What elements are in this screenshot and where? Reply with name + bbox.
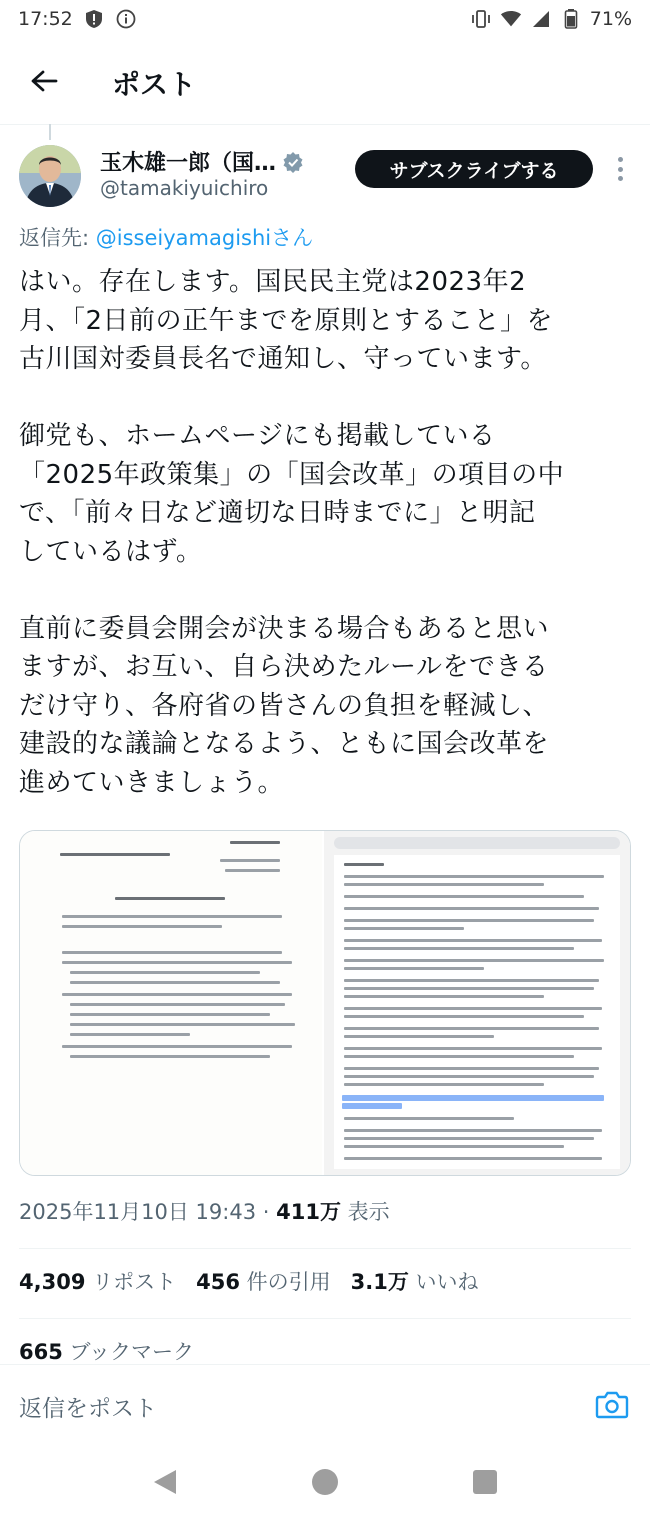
status-left	[18, 8, 137, 30]
reposts-stat[interactable]	[19, 1266, 176, 1296]
meta-separator: ·	[256, 1200, 277, 1224]
battery-icon	[560, 8, 582, 30]
status-bar	[0, 0, 650, 38]
bookmarks-stat[interactable]	[19, 1336, 194, 1366]
status-right	[470, 8, 632, 30]
triangle-back-icon[interactable]	[150, 1467, 180, 1497]
quotes-count: 456	[196, 1270, 240, 1294]
tweet-media	[19, 830, 631, 1176]
info-icon	[115, 8, 137, 30]
reply-input[interactable]: 返信をポスト	[19, 1396, 157, 1422]
bookmarks-label: ブックマーク	[62, 1340, 195, 1364]
media-image-policy-page[interactable]	[324, 831, 630, 1175]
likes-count: 3.1万	[350, 1270, 409, 1294]
reposts-count: 4,309	[19, 1270, 86, 1294]
likes-stat[interactable]	[351, 1266, 479, 1296]
tweet-paragraph: はい。存在します。国民民主党は2023年2 月、「2日前の正午までを原則とすること」を 古川国対委員長名で通知し、守っています。	[19, 267, 554, 374]
divider	[19, 1248, 631, 1249]
camera-icon[interactable]	[595, 1390, 629, 1420]
vibrate-icon	[470, 8, 492, 30]
header-divider	[0, 124, 650, 125]
battery-percent: 71%	[589, 8, 632, 30]
circle-home-icon[interactable]	[310, 1467, 340, 1497]
author-name-row	[100, 146, 304, 177]
quotes-label: 件の引用	[239, 1270, 331, 1294]
back-button[interactable]	[22, 61, 66, 105]
post-datetime: 2025年11月10日 19:43	[19, 1200, 257, 1224]
quotes-stat[interactable]	[196, 1266, 331, 1296]
views-count: 411万	[276, 1200, 341, 1224]
bookmarks-count: 665	[19, 1340, 63, 1364]
browser-url-bar	[334, 837, 620, 849]
avatar[interactable]	[19, 145, 81, 207]
arrow-left-icon	[30, 69, 58, 97]
engagement-stats	[19, 1266, 479, 1296]
reply-to-prefix: 返信先:	[19, 226, 96, 250]
author-handle[interactable]: @tamakiyuichiro	[100, 176, 269, 200]
reply-to	[19, 222, 313, 252]
media-image-document-notice[interactable]	[20, 831, 324, 1175]
post-meta	[19, 1196, 390, 1226]
tweet-text	[19, 263, 639, 802]
signal-icon	[530, 8, 552, 30]
tweet-paragraph: 御党も、ホームページにも掲載している 「2025年政策集」の「国会改革」の項目の中 で、「前々日など適切な日時までに」と明記 しているはず。	[19, 421, 565, 567]
tweet-paragraph: 直前に委員会開会が決まる場合もあると思い ますが、お互い、自ら決めたルールをできる だけ守り、各府省の皆さんの負担を軽減し、 建設的な議論となるよう、ともに国会改革を 進めていきましょう。	[19, 613, 550, 798]
square-recents-icon[interactable]	[470, 1467, 500, 1497]
top-header	[0, 48, 650, 118]
views-label: 表示	[340, 1200, 390, 1224]
likes-label: いいね	[408, 1270, 479, 1294]
reply-bar	[0, 1364, 650, 1446]
page-title: ポスト	[112, 68, 197, 101]
reposts-label: リポスト	[85, 1270, 177, 1294]
verified-badge-icon	[282, 151, 304, 173]
system-nav-bar	[0, 1446, 650, 1518]
thread-line	[49, 124, 51, 140]
policy-page	[334, 855, 620, 1169]
status-time: 17:52	[18, 8, 73, 30]
subscribe-button[interactable]: サブスクライブする	[355, 150, 593, 188]
divider	[19, 1318, 631, 1319]
wifi-icon	[500, 8, 522, 30]
author-name[interactable]: 玉木雄一郎（国…	[100, 151, 277, 176]
reply-to-mention[interactable]: @isseiyamagishiさん	[95, 226, 314, 250]
shield-alert-icon	[83, 8, 105, 30]
more-vertical-icon[interactable]	[610, 154, 630, 184]
